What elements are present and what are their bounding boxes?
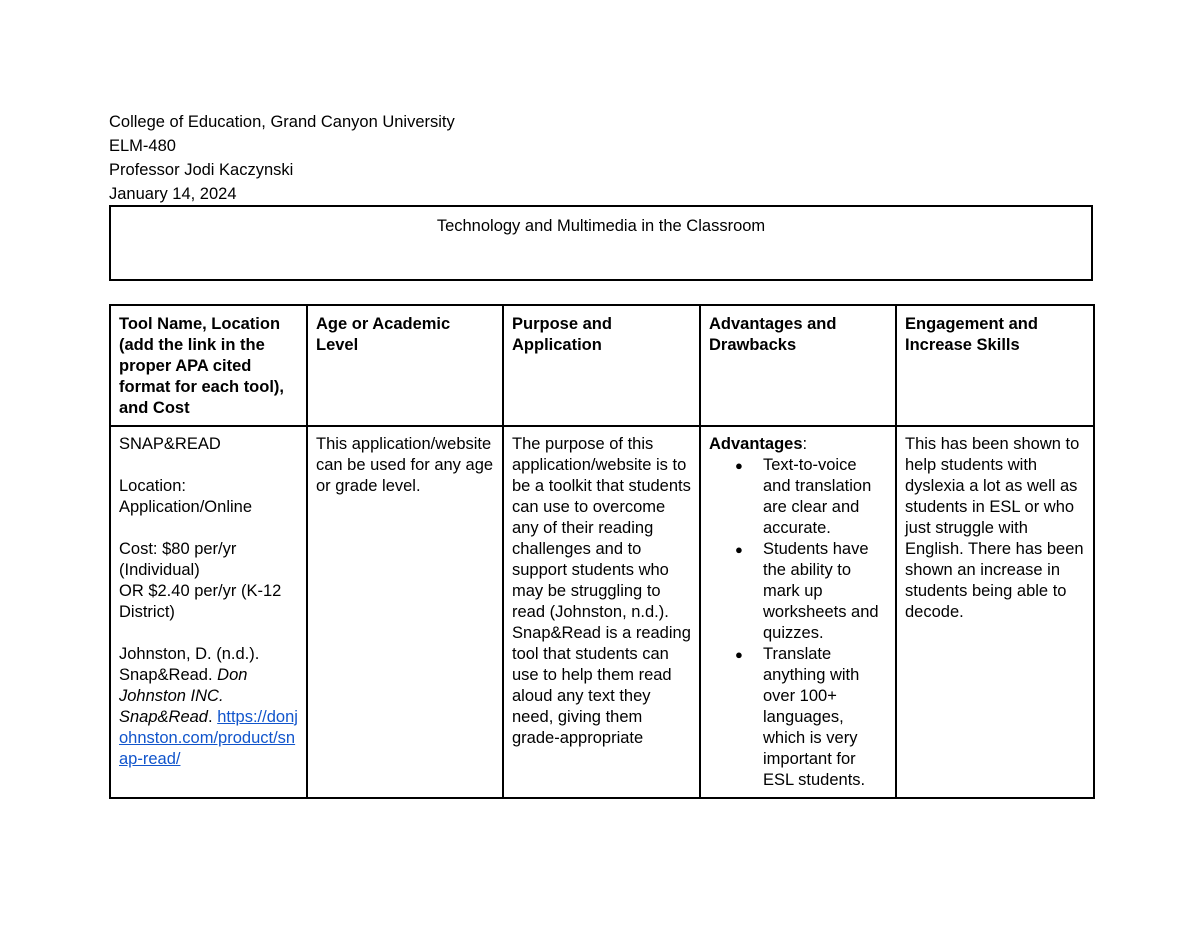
document-header xyxy=(109,110,455,206)
tool-cell xyxy=(110,426,307,798)
advantage-text: Translate anything with over 100+ languages, which is very important for ESL students. xyxy=(763,645,866,789)
header-purpose: Purpose and Application xyxy=(503,305,700,426)
tool-name: SNAP&READ xyxy=(119,435,221,453)
engagement-text: This has been shown to help students with dyslexia a lot as well as students in ESL or who just struggle with English. There has been shown an increase in students being able to decode. xyxy=(905,435,1084,621)
header-engagement: Engagement and Increase Skills xyxy=(896,305,1094,426)
citation-source: Don Johnston INC. Snap&Read xyxy=(119,666,248,726)
header-age-level: Age or Academic Level xyxy=(307,305,503,426)
citation-authors: Johnston, D. (n.d.). Snap&Read. xyxy=(119,645,260,684)
tool-location: Location: Application/Online xyxy=(119,477,252,516)
table-row xyxy=(110,426,1094,798)
advantages-cell xyxy=(700,426,896,798)
document-title: Technology and Multimedia in the Classroom xyxy=(436,217,766,235)
header-advantages: Advantages and Drawbacks xyxy=(700,305,896,426)
citation-link[interactable]: https://donjohnston.com/product/snap-read/ xyxy=(119,708,298,768)
advantage-text: Text-to-voice and translation are clear and accurate. xyxy=(763,456,872,537)
header-tool-name: Tool Name, Location (add the link in the proper APA cited format for each tool), and Cost xyxy=(110,305,307,426)
purpose-text: The purpose of this application/website is to be a toolkit that students can use to overcome any of their reading challenges and to support students who may be struggling to read (Johnston, n.d.). Snap&Read is a reading tool that students can use to help them read aloud any text they need, giving them grade-appropriate xyxy=(512,435,691,747)
date-line: January 14, 2024 xyxy=(109,185,237,203)
advantages-colon: : xyxy=(802,435,808,453)
table-header-row xyxy=(110,305,1094,426)
engagement-cell xyxy=(896,426,1094,798)
purpose-cell xyxy=(503,426,700,798)
advantages-list xyxy=(709,455,888,791)
list-item xyxy=(709,644,888,791)
bullet-icon: ● xyxy=(735,458,743,473)
tool-cost: Cost: $80 per/yr (Individual) xyxy=(119,540,237,579)
advantages-label: Advantages xyxy=(709,435,803,453)
bullet-icon: ● xyxy=(735,647,743,662)
title-box xyxy=(109,205,1093,281)
bullet-icon: ● xyxy=(735,542,743,557)
professor-line: Professor Jodi Kaczynski xyxy=(109,161,294,179)
tool-citation xyxy=(119,644,299,770)
tools-table xyxy=(109,304,1095,799)
tool-cost-district: OR $2.40 per/yr (K-12 District) xyxy=(119,582,282,621)
list-item xyxy=(709,455,888,539)
citation-period: . xyxy=(208,708,213,726)
advantages-heading xyxy=(709,434,888,455)
age-level-text: This application/website can be used for any age or grade level. xyxy=(316,435,494,495)
college-line: College of Education, Grand Canyon University xyxy=(109,113,455,131)
advantage-text: Students have the ability to mark up worksheets and quizzes. xyxy=(763,540,879,642)
list-item xyxy=(709,539,888,644)
age-level-cell xyxy=(307,426,503,798)
course-line: ELM-480 xyxy=(109,137,176,155)
